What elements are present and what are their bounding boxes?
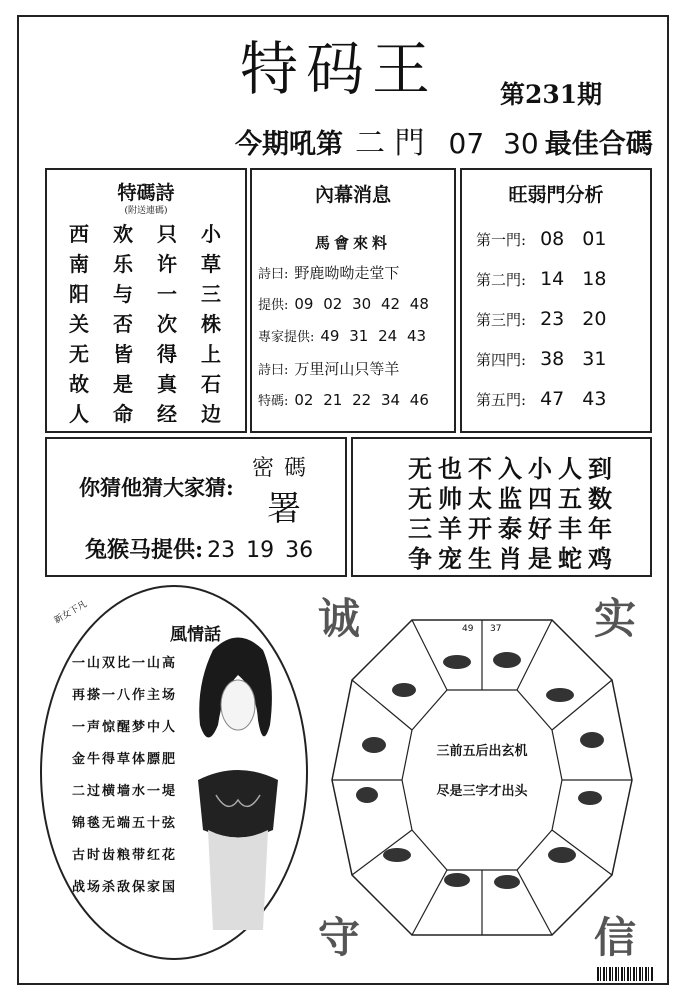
feng-line: 再搽一八作主场 (72, 688, 178, 703)
inner-news-box (250, 168, 456, 433)
wheel-number: 49 (462, 624, 474, 634)
inner-row: 專家提供: 49 31 24 43 (258, 327, 427, 345)
corner-char: 信 (594, 913, 637, 962)
verse-box (351, 437, 652, 577)
headline-suffix: 最佳合碼 (544, 129, 653, 160)
poem-char: 经 (157, 402, 177, 426)
door-row: 第五門: 47 43 (476, 388, 607, 410)
poem-char: 一 (157, 282, 177, 306)
poem-char: 故 (69, 372, 89, 396)
feng-line: 战场杀敌保家国 (72, 880, 178, 895)
poem-char: 西 (69, 222, 89, 246)
wheel-number: 37 (490, 624, 502, 634)
verse-line: 无帅太监四五数 (408, 484, 618, 513)
poem-char: 乐 (113, 252, 133, 276)
poem-char: 只 (157, 222, 177, 246)
feng-line: 锦毯无端五十弦 (72, 816, 178, 831)
poem-char: 命 (113, 402, 133, 426)
guess-text: 你猜他猜大家猜: (79, 475, 234, 500)
poem-box (45, 168, 247, 433)
guess-box (45, 437, 347, 577)
inner-row: 提供: 09 02 30 42 48 (258, 295, 429, 313)
mima-label: 密碼 (252, 456, 317, 481)
verse-line: 三羊开泰好丰年 (408, 514, 618, 543)
feng-title: 風情話 (170, 625, 221, 645)
poem-char: 是 (113, 372, 133, 396)
inner-title: 內幕消息 (314, 184, 391, 206)
headline-prefix: 今期吼第 (235, 129, 343, 160)
poem-char: 次 (157, 312, 177, 336)
feng-line: 古时齿粮带红花 (72, 848, 178, 863)
poem-char: 阳 (69, 282, 89, 306)
poem-char: 三 (201, 282, 221, 306)
inner-row: 詩曰: 野鹿呦呦走堂下 (258, 264, 400, 282)
poem-char: 小 (201, 222, 221, 246)
poem-char: 许 (157, 252, 177, 276)
corner-char: 实 (594, 594, 637, 643)
zodiac-wheel (312, 580, 652, 975)
verse-line: 无也不入小人到 (408, 454, 618, 483)
poem-char: 南 (69, 252, 89, 276)
poem-char: 无 (69, 342, 89, 366)
inner-row: 詩曰: 万里河山只等羊 (258, 360, 400, 378)
poem-char: 人 (69, 402, 89, 426)
feng-line: 一山双比一山高 (72, 656, 178, 671)
poem-title: 特碼詩 (117, 182, 175, 204)
barcode (597, 967, 653, 981)
corner-char: 守 (318, 913, 361, 962)
door-title: 旺弱門分析 (508, 184, 604, 206)
corner-char: 诚 (318, 594, 361, 643)
headline-door: 二 門 (355, 126, 425, 161)
mima-character: 署 (267, 489, 301, 529)
poem-char: 真 (157, 372, 177, 396)
door-analysis-box (460, 168, 652, 433)
headline-numbers: 07 30 (448, 127, 539, 160)
poem-char: 得 (157, 342, 177, 366)
inner-row: 特碼: 02 21 22 34 46 (258, 391, 429, 409)
side-note: 新女下凡 (52, 599, 89, 627)
page-title: 特码王 (240, 35, 439, 103)
poem-char: 欢 (113, 222, 133, 246)
issue-number: 第231期 (500, 80, 603, 109)
poem-char: 上 (201, 342, 221, 366)
poem-grid (69, 218, 245, 428)
poem-char: 株 (201, 312, 221, 336)
poem-char: 与 (113, 282, 133, 306)
feng-line: 金牛得草体膘肥 (72, 752, 178, 767)
inner-source: 馬會來料 (314, 234, 391, 252)
woman-illustration (178, 630, 288, 930)
poem-char: 皆 (113, 342, 133, 366)
feng-line: 二过横墙水一堤 (72, 784, 178, 799)
door-row: 第二門: 14 18 (476, 268, 607, 290)
headline (235, 118, 659, 162)
wheel-center-line: 尽是三字才出头 (436, 784, 528, 799)
door-row: 第一門: 08 01 (476, 228, 607, 250)
wheel-center-line: 三前五后出玄机 (436, 744, 528, 759)
poem-char: 石 (201, 372, 221, 396)
feng-line: 一声惊醒梦中人 (72, 720, 178, 735)
door-row: 第三門: 23 20 (476, 308, 607, 330)
poem-char: 关 (69, 312, 89, 336)
zodiac-wheel-area (312, 580, 652, 975)
poem-subtitle: (附送連碼) (124, 206, 168, 216)
verse-line: 争宠生肖是蛇鸡 (408, 544, 618, 573)
door-row: 第四門: 38 31 (476, 348, 607, 370)
poem-char: 否 (113, 312, 133, 336)
poem-char: 边 (201, 402, 221, 426)
provider-line: 兔猴马提供: 23 19 36 (85, 537, 314, 563)
poem-char: 草 (201, 252, 221, 276)
